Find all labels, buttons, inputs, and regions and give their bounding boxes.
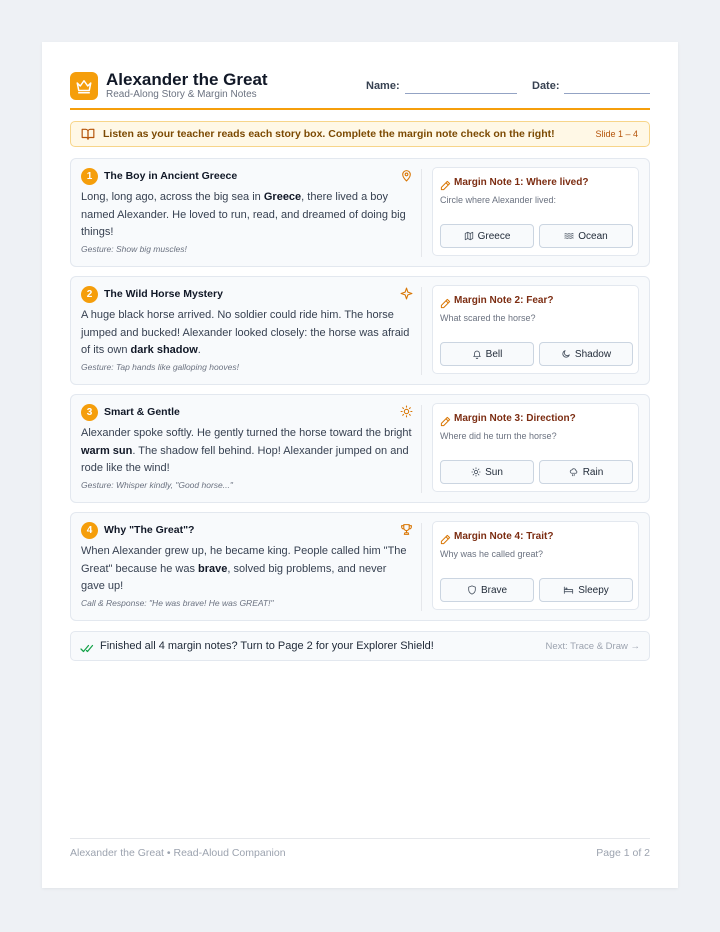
pencil-icon	[440, 414, 451, 432]
sun-icon	[400, 405, 413, 423]
trophy-icon	[400, 523, 413, 541]
book-open-icon	[81, 127, 95, 146]
story-keyword: dark shadow	[130, 344, 198, 356]
map-pin-icon	[400, 169, 413, 187]
story-card-2	[70, 276, 650, 385]
margin-note-title: Margin Note 4: Trait?	[454, 531, 554, 542]
story-card-3	[70, 394, 650, 503]
card-number: 3	[81, 404, 98, 421]
card-title: Why "The Great"?	[104, 524, 195, 536]
date-label: Date:	[532, 80, 560, 92]
map-icon	[464, 231, 474, 241]
option-label: Brave	[480, 584, 508, 596]
story-segment: , solved big problems, and never gave up!	[81, 562, 387, 592]
story-keyword: Greece	[263, 191, 302, 203]
story-segment: .	[197, 344, 201, 356]
finish-banner	[70, 631, 650, 661]
card-divider	[421, 169, 422, 257]
card-number: 4	[81, 522, 98, 539]
instruction-banner	[70, 121, 650, 147]
margin-note-title: Margin Note 2: Fear?	[454, 295, 554, 306]
waves-icon	[564, 231, 574, 241]
option-ocean-button[interactable]	[539, 224, 633, 248]
option-label: Greece	[477, 230, 511, 242]
gesture-hint: Call & Response: "He was brave! He was GREAT!"	[81, 598, 274, 608]
option-sleepy-button[interactable]	[539, 578, 633, 602]
pencil-icon	[440, 296, 451, 314]
story-card-4	[70, 512, 650, 621]
header	[70, 70, 650, 110]
gesture-hint: Gesture: Show big muscles!	[81, 244, 187, 254]
shield-icon	[467, 585, 477, 595]
option-label: Sun	[485, 466, 503, 478]
banner-text: Listen as your teacher reads each story box. Complete the margin note check on the right!	[103, 128, 555, 140]
story-segment: Long, long ago, across the big sea in	[81, 191, 264, 203]
story-segment: . The shadow fell behind. Hop! Alexander jumped on and rode like the wind!	[81, 444, 409, 474]
card-number: 2	[81, 286, 98, 303]
option-shadow-button[interactable]	[539, 342, 633, 366]
footer-divider	[70, 838, 650, 839]
card-divider	[421, 405, 422, 493]
option-brave-button[interactable]	[440, 578, 534, 602]
story-text	[81, 189, 413, 242]
name-label: Name:	[366, 80, 400, 92]
option-bell-button[interactable]	[440, 342, 534, 366]
finish-text: Finished all 4 margin notes? Turn to Page 2 for your Explorer Shield!	[100, 640, 434, 652]
story-segment: Alexander spoke softly. He gently turned the horse toward the bright	[81, 427, 412, 439]
option-label: Sleepy	[578, 584, 609, 596]
pencil-icon	[440, 532, 451, 550]
card-number: 1	[81, 168, 98, 185]
margin-note-2	[432, 285, 639, 374]
margin-note-3	[432, 403, 639, 492]
option-sun-button[interactable]	[440, 460, 534, 484]
story-segment: , there lived a boy named Alexander. He loved to run, read, and dreamed of doing big things!	[81, 191, 406, 238]
name-field[interactable]	[405, 93, 517, 94]
sparkle-icon	[400, 287, 413, 305]
option-label: Bell	[485, 348, 503, 360]
next-activity-link[interactable]: Next: Trace & Draw →	[545, 641, 640, 652]
page-subtitle: Read-Along Story & Margin Notes	[106, 89, 257, 100]
card-title: The Wild Horse Mystery	[104, 288, 223, 300]
story-keyword: brave	[198, 562, 228, 575]
story-segment: When Alexander grew up, he became king. People called him "The Great" because he was	[81, 545, 407, 575]
card-divider	[421, 523, 422, 611]
slide-range: Slide 1 – 4	[595, 129, 638, 139]
margin-note-prompt: Why was he called great?	[440, 549, 544, 559]
margin-note-title: Margin Note 1: Where lived?	[454, 177, 589, 188]
worksheet-page	[42, 42, 678, 888]
bed-icon	[563, 585, 574, 595]
margin-note-prompt: Circle where Alexander lived:	[440, 195, 557, 205]
story-segment: A huge black horse arrived. No soldier could ride him. The horse jumped and bucked! Alexander looked closely: the horse was afraid of its own	[81, 309, 410, 356]
moon-icon	[561, 349, 571, 359]
option-greece-button[interactable]	[440, 224, 534, 248]
cloud-rain-icon	[569, 467, 579, 477]
option-rain-button[interactable]	[539, 460, 633, 484]
double-check-icon	[80, 641, 94, 659]
pencil-icon	[440, 178, 451, 196]
margin-note-title: Margin Note 3: Direction?	[454, 413, 576, 424]
gesture-hint: Gesture: Tap hands like galloping hooves!	[81, 362, 239, 372]
card-title: Smart & Gentle	[104, 406, 180, 418]
date-field[interactable]	[564, 93, 650, 94]
margin-note-4	[432, 521, 639, 610]
story-text	[81, 543, 413, 596]
margin-note-prompt: What scared the horse?	[440, 313, 536, 323]
page-number: Page 1 of 2	[596, 847, 650, 859]
crown-icon	[70, 72, 98, 100]
story-text	[81, 425, 413, 478]
margin-note-prompt: Where did he turn the horse?	[440, 431, 557, 441]
card-title: The Boy in Ancient Greece	[104, 170, 238, 182]
margin-note-1	[432, 167, 639, 256]
story-keyword: warm sun	[81, 444, 133, 457]
sun-icon	[471, 467, 481, 477]
card-divider	[421, 287, 422, 375]
bell-icon	[472, 349, 482, 359]
option-label: Ocean	[578, 230, 608, 242]
story-text	[81, 307, 413, 360]
option-label: Rain	[582, 466, 604, 478]
page-title: Alexander the Great	[106, 70, 268, 89]
footer-title: Alexander the Great • Read-Aloud Companion	[70, 847, 286, 859]
story-card-1	[70, 158, 650, 267]
gesture-hint: Gesture: Whisper kindly, "Good horse..."	[81, 480, 233, 490]
header-divider	[70, 108, 650, 110]
option-label: Shadow	[574, 348, 612, 360]
